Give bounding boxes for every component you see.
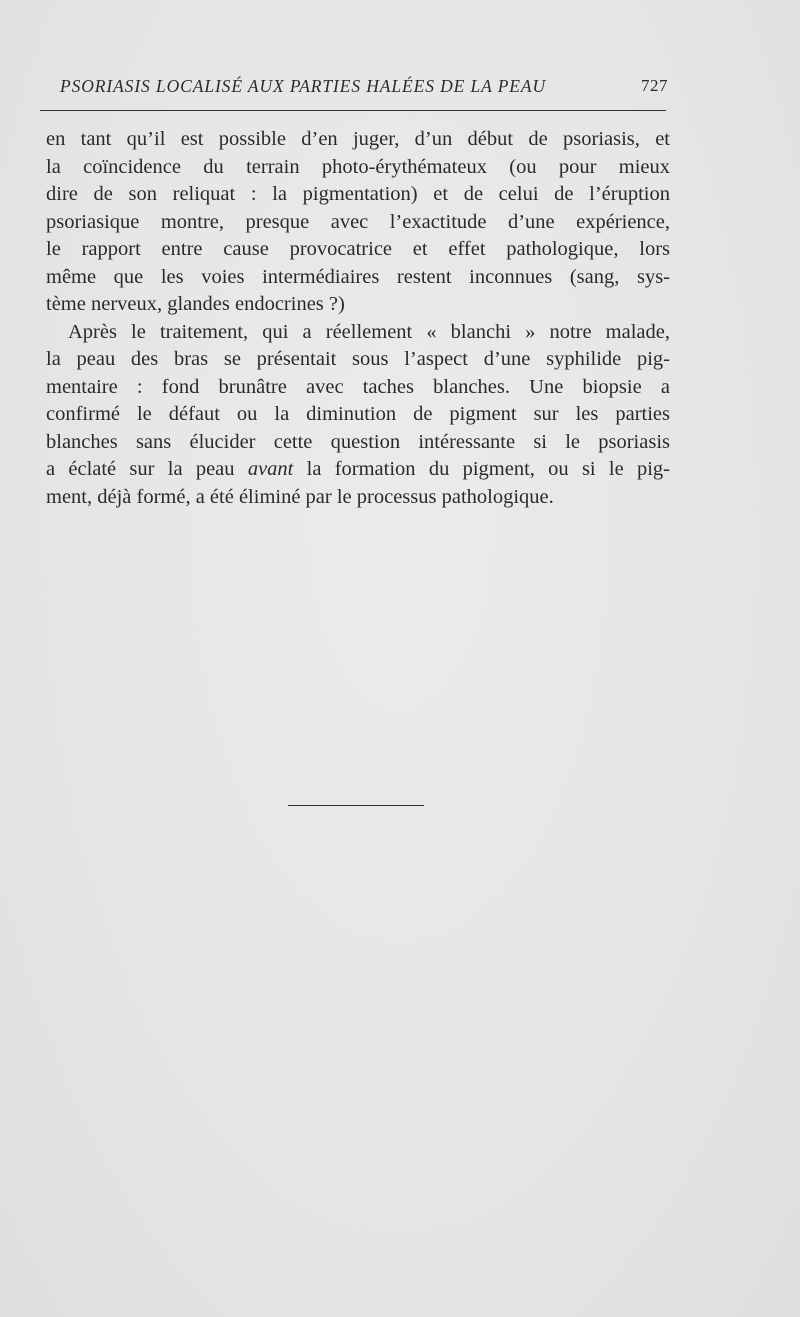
body-text xyxy=(46,126,670,511)
text-line: la peau des bras se présentait sous l’aspect d’une syphilide pig- xyxy=(46,348,670,370)
paragraph-1 xyxy=(46,126,670,319)
text-line: confirmé le défaut ou la diminution de pigment sur les parties xyxy=(46,403,670,425)
text-line: en tant qu’il est possible d’en juger, d’un début de psoriasis, et xyxy=(46,128,670,150)
text-line: tème nerveux, glandes endocrines ?) xyxy=(46,293,345,315)
page-header xyxy=(50,76,668,104)
page-number: 727 xyxy=(641,76,668,95)
text-line-with-emphasis xyxy=(46,456,670,484)
text-line: blanches sans élucider cette question intéressante si le psoriasis xyxy=(46,430,670,453)
paragraph-2 xyxy=(46,319,670,512)
header-rule xyxy=(40,110,666,111)
section-end-rule xyxy=(288,805,424,806)
text-line: ment, déjà formé, a été éliminé par le processus pathologique. xyxy=(46,485,554,508)
running-title: PSORIASIS LOCALISÉ AUX PARTIES HALÉES DE LA PEAU xyxy=(60,76,547,96)
emphasized-word: avant xyxy=(247,458,294,480)
text-line: la coïncidence du terrain photo-érythémateux (ou pour mieux xyxy=(46,155,670,178)
text-segment: a éclaté sur la peau xyxy=(46,458,248,480)
text-line: dire de son reliquat : la pigmentation) et de celui de l’éruption xyxy=(46,183,670,205)
text-line: psoriasique montre, presque avec l’exactitude d’une expérience, xyxy=(46,210,670,233)
text-line: mentaire : fond brunâtre avec taches blanches. Une biopsie a xyxy=(46,375,670,398)
text-segment: la formation du pigment, ou si le pig- xyxy=(293,458,670,480)
text-line: même que les voies intermédiaires restent inconnues (sang, sys- xyxy=(46,265,670,288)
text-line: le rapport entre cause provocatrice et effet pathologique, lors xyxy=(46,238,670,260)
text-line: Après le traitement, qui a réellement « blanchi » notre malade, xyxy=(68,320,670,343)
